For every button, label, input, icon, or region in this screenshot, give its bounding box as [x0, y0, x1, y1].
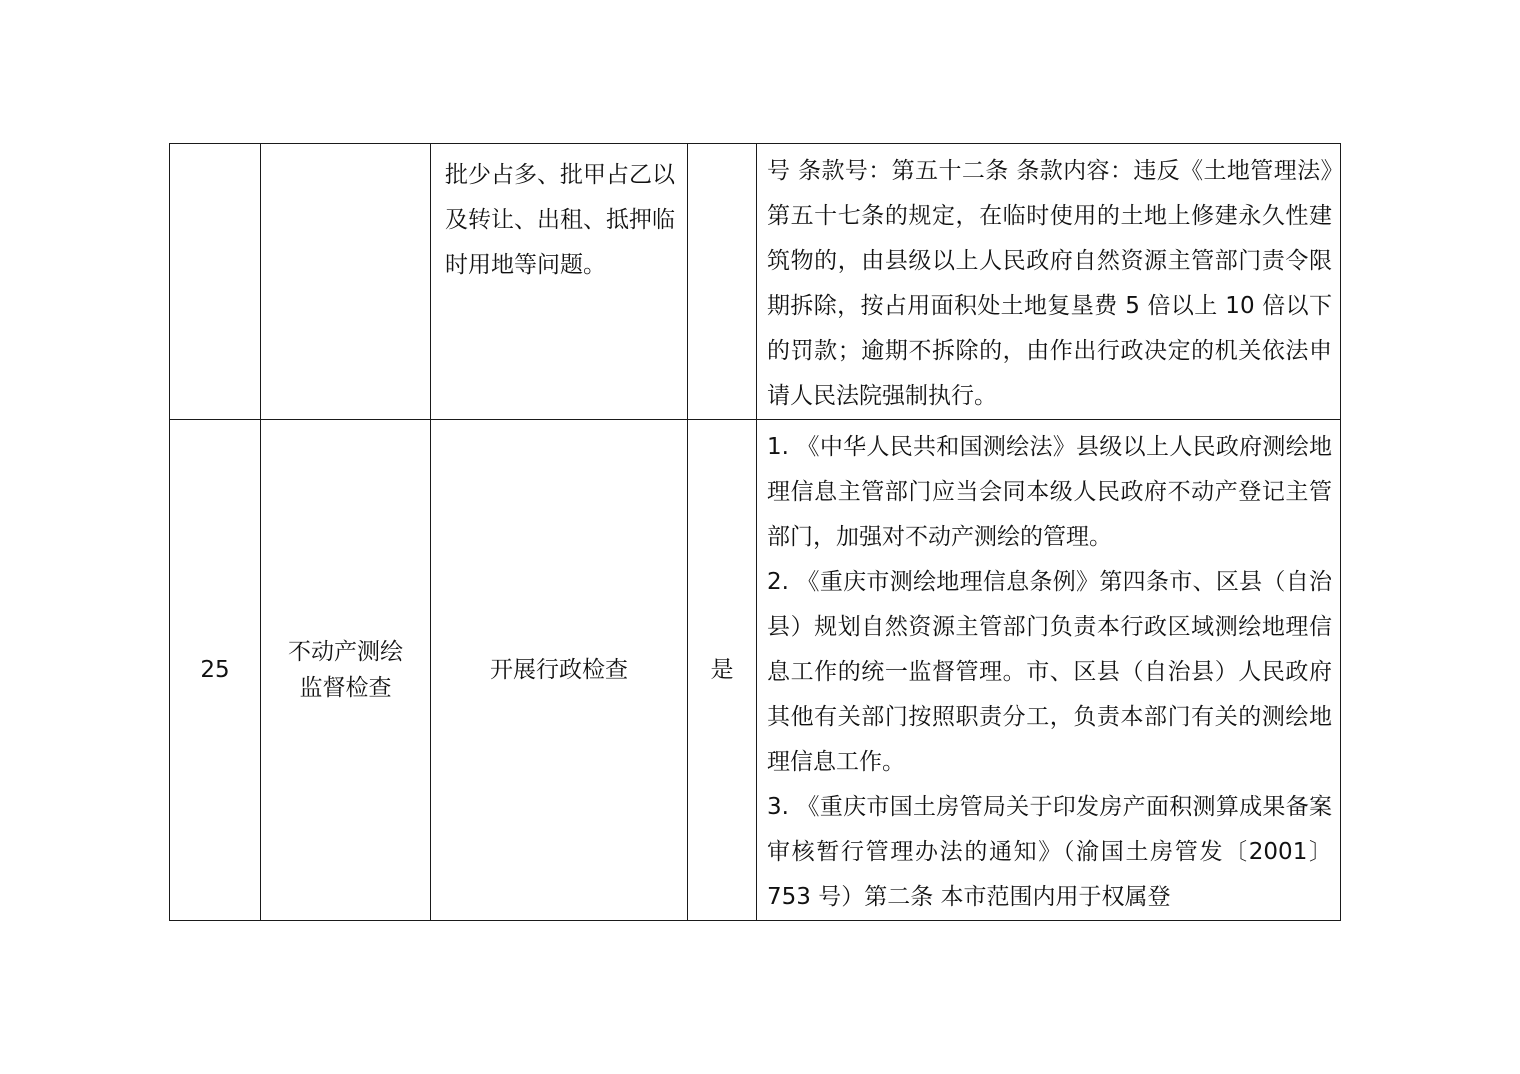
- item-name: 不动产测绘监督检查: [288, 639, 403, 701]
- flag-cell: [688, 420, 757, 921]
- legal-basis-paragraph: 3. 《重庆市国土房管局关于印发房产面积测算成果备案审核暂行管理办法的通知》（渝国土房管发〔2001〕753 号）第二条 本市范围内用于权属登: [767, 794, 1332, 910]
- legal-basis-paragraph: 1. 《中华人民共和国测绘法》县级以上人民政府测绘地理信息主管部门应当会同本级人民政府不动产登记主管部门，加强对不动产测绘的管理。: [767, 434, 1332, 550]
- flag-value: 是: [710, 657, 734, 683]
- item-name-cell: [261, 420, 431, 921]
- legal-basis-paragraph: 号 条款号：第五十二条 条款内容：违反《土地管理法》第五十七条的规定，在临时使用的土地上修建永久性建筑物的，由县级以上人民政府自然资源主管部门责令限期拆除，按占用面积处土地复垦费 5 倍以上 10 倍以下的罚款；逾期不拆除的，由作出行政决定的机关依法申请人民法院强制执行。: [767, 158, 1332, 409]
- description-cell: [431, 144, 688, 420]
- legal-basis-cell: [757, 420, 1341, 921]
- legal-basis-paragraph: 2. 《重庆市测绘地理信息条例》第四条市、区县（自治县）规划自然资源主管部门负责本行政区域测绘地理信息工作的统一监督管理。市、区县（自治县）人民政府其他有关部门按照职责分工，负责本部门有关的测绘地理信息工作。: [767, 569, 1332, 775]
- item-name-cell: [261, 144, 431, 420]
- legal-basis-cell: [757, 144, 1341, 420]
- description-cell: [431, 420, 688, 921]
- regulation-table: [169, 143, 1341, 921]
- row-number-cell: [170, 144, 261, 420]
- description-text: 批少占多、批甲占乙以及转让、出租、抵押临时用地等问题。: [445, 162, 675, 278]
- row-number-cell: [170, 420, 261, 921]
- legal-basis-text: [757, 144, 1340, 419]
- flag-cell: [688, 144, 757, 420]
- table-row: [170, 420, 1341, 921]
- legal-basis-text: [757, 420, 1340, 920]
- row-number: 25: [200, 657, 230, 683]
- table-row: [170, 144, 1341, 420]
- description-text: 开展行政检查: [490, 657, 628, 683]
